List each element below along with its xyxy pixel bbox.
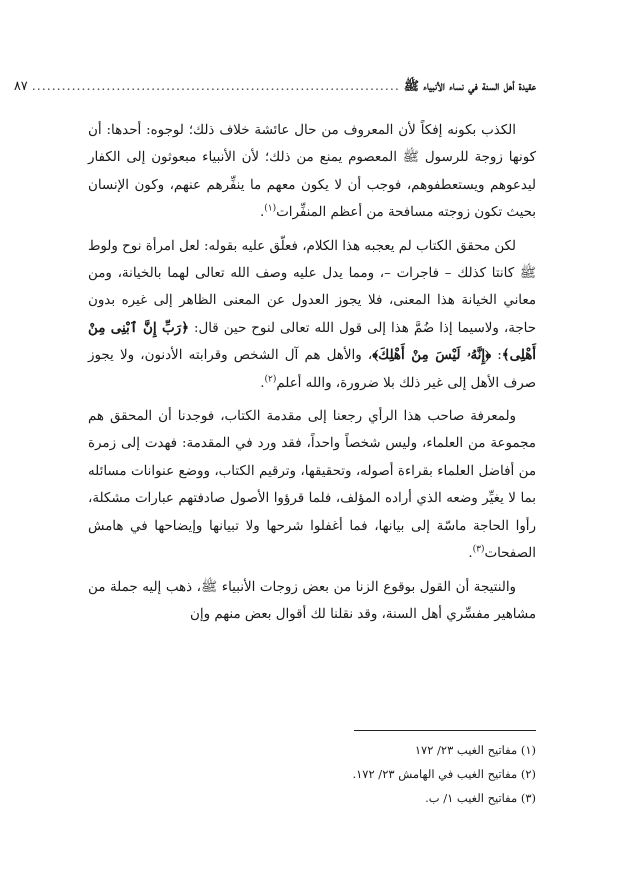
sentence: أن كونها زوجة للرسول ﷺ المعصوم يمنع من ذلك؛ لأن الأنبياء مبعوثون إلى	[88, 123, 536, 166]
sentence: إليه جملة من مشاهير مفسِّري أهل السنة، وقد نقلنا لك أقوال بعض منهم وإن	[88, 579, 536, 622]
sentence: صادفتهم عبارات مشكلة، رأوا الحاجة ماسّة إلى بيانها، فما أغفلوا شرحها ولا	[88, 491, 536, 534]
sentence: بالخيانة، ومن معاني الخيانة هذا المعنى، فلا يجوز العدول عن المعنى الظاهر إلى	[88, 266, 537, 309]
sentence: ولمعرفة صاحب هذا الرأي رجعنا إلى مقدمة الكتاب، فوجدنا أن المحقق	[110, 409, 516, 425]
sentence: تبيانها وإيضاحها في هامش الصفحات	[88, 518, 536, 562]
footnote-3: (٣) مفاتيح الغيب ١/ ب.	[425, 791, 536, 805]
footnote-divider	[354, 730, 536, 731]
footnotes	[236, 738, 536, 810]
header-leader-dots: ..........................................................................	[31, 78, 400, 93]
sentence: نوح ولوط ﷺ كانتا كذلك – فاجرات –، ومما يدل عليه وصف الله تعالى لهما	[88, 238, 536, 282]
sentence: الكذب بكونه إفكاً لأن المعروف من حال عائشة خلاف ذلك؛ لوجوه: أحدها:	[106, 123, 516, 138]
footnote-2: (٢) مفاتيح الغيب في الهامش ٢٣/ ١٧٢.	[352, 767, 536, 781]
sentence: عنوانات مسائله بما لا يغيِّر وضعه الذي أراده المؤلف، فلما قرؤوا الأصول	[88, 463, 536, 507]
sentence: وكون الإنسان بحيث تكون زوجته مسافحة من أعظم المنفِّرات	[88, 177, 536, 221]
sentence: الكفار ليدعوهم ويستعطفوهم، فوجب أن لا يكون معهم ما ينفِّرهم عنهم،	[88, 150, 537, 193]
quran-verse-2: ﴿إِنَّهُۥ لَيْسَ مِنْ أَهْلِكَ﴾	[372, 347, 492, 364]
sentence: غيره بدون حاجة، ولاسيما إذا ضُمَّ هذا إلى قول الله تعالى لنوح حين قال:	[88, 293, 537, 336]
paragraph-4	[88, 574, 536, 629]
page-number: ٨٧	[13, 79, 28, 94]
sentence: لكن محقق الكتاب لم يعجبه هذا الكلام، فعلّق عليه بقوله: لعل امرأة	[145, 238, 516, 254]
sentence: زمرة من أفاضل العلماء بقراءة أصوله، وتحقيقها، وترقيم الكتاب، ووضع	[88, 436, 536, 479]
quran-verse-1: ﴿رَبِّ إِنَّ ٱبْنِى مِنْ أَهْلِى﴾	[88, 319, 536, 364]
paragraph-2: لكن محقق الكتاب لم يعجبه هذا الكلام، فعلّق عليه بقوله: لعل امرأة نوح ولوط ﷺ كانتا كذلك – فاجرات –، ومما يدل عليه وصف الله تعالى لهما بالخيانة، ومن معاني الخيانة هذا المعنى، فلا يجوز العدول عن المعنى الظاهر إلى غيره بدون حاجة، ولاسيما إذا ضُمَّ هذا إلى قول الله تعالى لنوح حين قال: ﴿رَبِّ إِنَّ ٱبْنِى مِنْ أَهْلِى﴾: ﴿إِنَّهُۥ لَيْسَ مِنْ أَهْلِكَ﴾، والأهل هم آل الشخص وقرابته الأدنون، ولا يجوز صرف الأهل إلى غير ذلك بلا ضرورة، والله أعلم$^{(٢)}$.	[88, 238, 537, 391]
paragraph-3: ولمعرفة صاحب هذا الرأي رجعنا إلى مقدمة الكتاب، فوجدنا أن المحقق هم مجموعة من العلماء، وليس شخصاً واحداً، فقد ورد في المقدمة: فهدت إلى زمرة من أفاضل العلماء بقراءة أصوله، وتحقيقها، وترقيم الكتاب، ووضع عنوانات مسائله بما لا يغيِّر وضعه الذي أراده المؤلف، فلما قرؤوا الأصول صادفتهم عبارات مشكلة، رأوا الحاجة ماسّة إلى بيانها، فما أغفلوا شرحها ولا تبيانها وإيضاحها في هامش الصفحات$^{(٣)}$.	[88, 409, 536, 562]
footnote-1: (١) مفاتيح الغيب ٢٣/ ١٧٢	[414, 743, 536, 757]
body-text	[88, 117, 536, 634]
footnote-marker-2[interactable]: (٢)	[264, 374, 277, 385]
sentence: ، والأهل هم آل الشخص وقرابته الأدنون، ولا يجوز صرف الأهل إلى غير ذلك بلا ضرورة، والله أعلم	[88, 348, 536, 391]
header-title: عقيدة أهل السنة في نساء الأنبياء ﷺ	[403, 78, 536, 93]
footnote-marker-1[interactable]: (١)	[264, 203, 277, 214]
sentence: والنتيجة أن القول بوقوع الزنا من بعض زوجات الأنبياء ﷺ، ذهب	[165, 579, 517, 595]
sentence: هم مجموعة من العلماء، وليس شخصاً واحداً، فقد ورد في المقدمة: فهدت إلى	[88, 409, 536, 452]
footnote-marker-3[interactable]: (٣)	[472, 544, 485, 555]
running-header	[13, 78, 536, 100]
paragraph-1: الكذب بكونه إفكاً لأن المعروف من حال عائشة خلاف ذلك؛ لوجوه: أحدها: أن كونها زوجة للرسول ﷺ المعصوم يمنع من ذلك؛ لأن الأنبياء مبعوثون إلى الكفار ليدعوهم ويستعطفوهم، فوجب أن لا يكون معهم ما ينفِّرهم عنهم، وكون الإنسان بحيث تكون زوجته مسافحة من أعظم المنفِّرات$^{(١)}$.	[88, 123, 537, 221]
